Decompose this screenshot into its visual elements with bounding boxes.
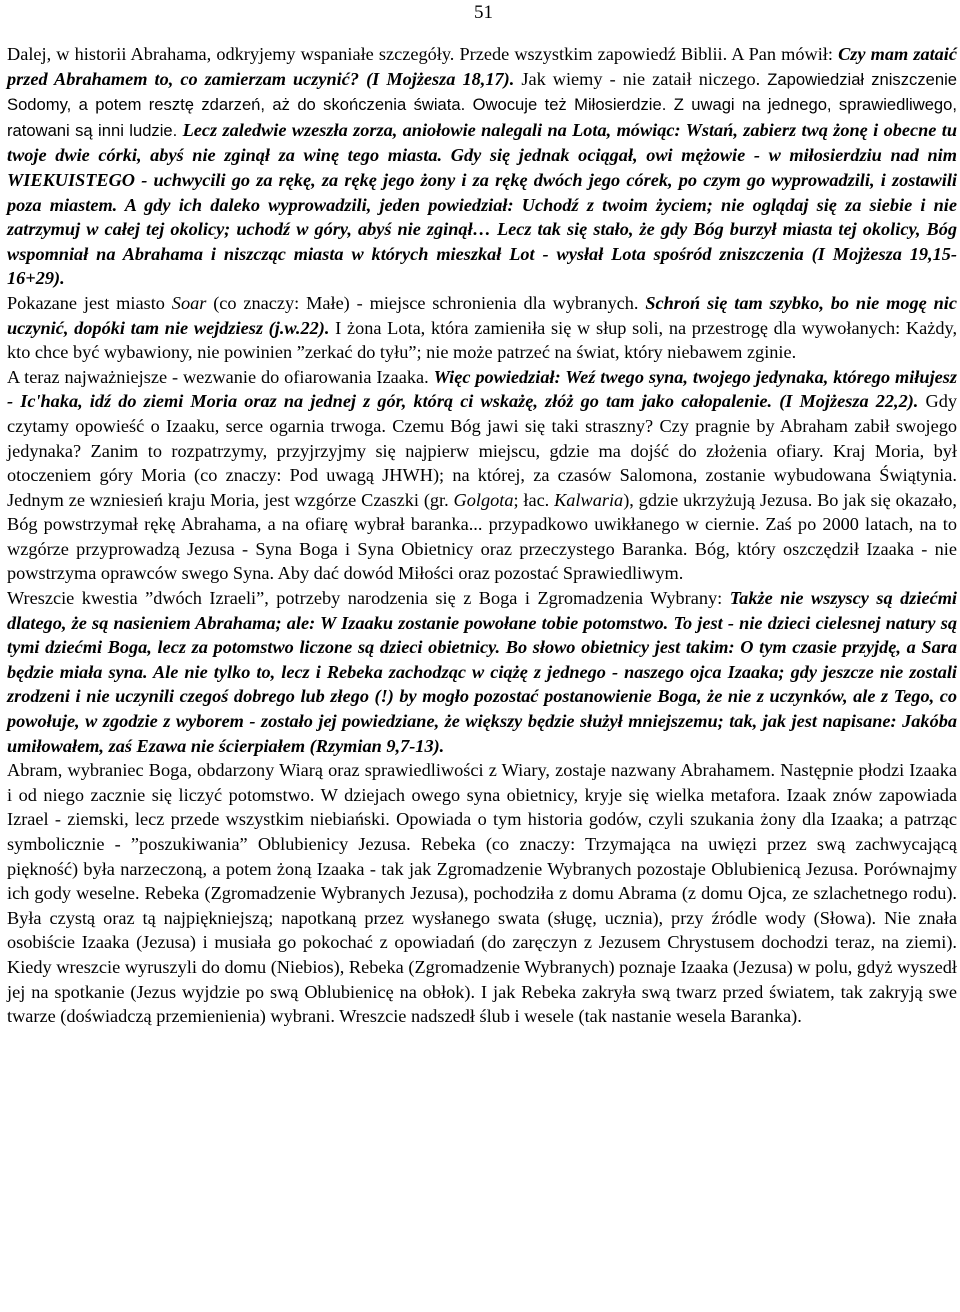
- document-body: [7, 42, 957, 1029]
- text-run: I żona Lota, która zamieniła się w słup soli, na przestrogę dla wywołanych: Każdy, kto chce być wybawiony, nie powinien ”zerkać do tyłu”; nie może patrzeć na świat, który niebawem zginie.: [7, 317, 958, 363]
- text-run: Abram, wybraniec Boga, obdarzony Wiarą oraz sprawiedliwości z Wiary, zostaje nazwany Abrahamem. Następnie płodzi Izaaka i od niego zacznie się liczyć potomstwo. W dziejach owego syna obietnicy, kryje się wielka metafora. Izaak znów zapowiada Izrael - ziemski, lecz przede wszystkim niebiański. Opowiada o tym historia godów, czyli szukania żony dla Izaaka; a patrząc symbolicznie - ”poszukiwania” Oblubienicy Jezusa. Rebeka (co znaczy: Trzymająca na uwięzi przez swą zachwycającą piękność) była narzeczoną, a potem żoną Izaaka - tak jak Zgromadzenie Wybranych pozostaje Oblubienicą Jezusa. Porównajmy ich gody weselne. Rebeka (Zgromadzenie Wybranych Jezusa), pochodziła z domu Abrama (z domu Ojca, ze szlachetnego rodu). Była czystą oraz tą najpiękniejszą; napotkaną przez wysłanego swata (sługę, ucznia), przy źródle wody (Słowa). Nie znała osobiście Izaaka (Jezusa) i musiała go pokochać z opowiadań (do zaręczyn z Jezusem Chrystusem dochodzi teraz, na ziemi). Kiedy wreszcie wyruszyli do domu (Niebios), Rebeka (Zgromadzenie Wybranych) poznaje Izaaka (Jezusa) w polu, gdyż wyszedł jej na spotkanie (Jezus wyjdzie po swą Oblubienicę na obłok). I jak Rebeka zakryła swą twarz przed światem, tak zakryją swe twarze (doświadczą przemienienia) wybrani. Wreszcie nadszedł ślub i wesele (tak nastanie wesela Baranka).: [7, 760, 957, 1027]
- text-run: Jak wiemy - nie zataił niczego.: [514, 68, 768, 89]
- paragraph-soar: [7, 291, 957, 365]
- quote-run: Więc powiedział: Weź twego syna, twojego jedynaka, którego miłujesz - Ic'haka, idź do ziemi Moria oraz na jednej z gór, którą ci wskażę, złóż go tam jako całopalenie. (I Mojżesza 22,2).: [7, 366, 957, 412]
- text-run: Gdy czytamy opowieść o Izaaku, serce ogarnia trwoga. Czemu Bóg jawi się taki straszny? Czy pragnie by Abraham zabił swojego jedynaka? Zanim to rozpatrzymy, przyjrzyjmy się najpierw miejscu, gdzie ma dojść do złożenia ofiary. Kraj Moria, był otoczeniem góry Moria (co znaczy: Pod uwagą JHWH); na której, za czasów Salomona, zostanie wybudowana Świątynia. Jednym ze wzniesień kraju Moria, jest wzgórze Czaszki (gr.: [7, 391, 957, 510]
- text-run: (co znaczy: Małe) - miejsce schronienia dla wybranych.: [206, 292, 646, 313]
- sans-text-run: Zapowiedział zniszczenie Sodomy, a potem resztę zdarzeń, aż do skończenia świata. Owocuje też Miłosierdzie. Z uwagi na jednego, sprawiedliwego, ratowani są inni ludzie.: [7, 69, 957, 140]
- text-run: ; łac.: [513, 489, 555, 510]
- paragraph-rebekah: [7, 758, 957, 1029]
- text-run: Wreszcie kwestia ”dwóch Izraeli”, potrzeby narodzenia się z Boga i Zgromadzenia Wybrany:: [7, 588, 730, 609]
- italic-run: Golgota: [453, 489, 514, 510]
- text-run: Pokazane jest miasto: [7, 292, 172, 313]
- text-run: Dalej, w historii Abrahama, odkryjemy wspaniałe szczegóły. Przede wszystkim zapowiedź Biblii. A Pan mówił:: [7, 44, 839, 64]
- page-number: 51: [474, 2, 493, 23]
- quote-run: Także nie wszyscy są dziećmi dlatego, że są nasieniem Abrahama; ale: W Izaaku zostanie powołane tobie potomstwo. To jest - nie dzieci cielesnej natury są tymi dziećmi Boga, lecz za potomstwo liczone są dzieci obietnicy. Bo słowo obietnicy jest takim: O tym czasie przyjdę, a Sara będzie miała syna. Ale nie tylko to, lecz i Rebeka zachodząc w ciążę z jednego - naszego ojca Izaaka; gdy jeszcze nie zostali zrodzeni i nie uczynili czegoś dobrego lub złego (!) by mogło pozostać postanowienie Boga, że nie z uczynków, ale z Tego, co powołuje, w zgodzie z wyborem - zostało jej powiedziane, że większy będzie służył mniejszemu; tak, jak jest napisane: Jakóba umiłowałem, zaś Ezawa nie ścierpiałem (Rzymian 9,7-13).: [7, 588, 958, 756]
- paragraph-abraham-sodom: [7, 42, 957, 291]
- paragraph-two-israels: [7, 586, 957, 758]
- paragraph-isaac-sacrifice: [7, 365, 957, 586]
- quote-run: Schroń się tam szybko, bo nie mogę nic uczynić, dopóki tam nie wejdziesz (j.w.22).: [7, 292, 958, 338]
- quote-run: Lecz zaledwie wzeszła zorza, aniołowie nalegali na Lota, mówiąc: Wstań, zabierz twą żonę i obecne tu twoje dwie córki, abyś nie zginął za winę tego miasta.: [7, 119, 957, 166]
- quote-run: Gdy się jednak ociągał, owi mężowie - w miłosierdziu nad nim WIEKUISTEGO - uchwycili go za rękę, za rękę jego żony i za rękę dwóch jego córek, po czym go wyprowadzili, i zostawili poza miastem. A gdy ich daleko wyprowadzili, jeden powiedział: Uchodź z twoim życiem; nie oglądaj się za siebie i nie zatrzymuj w całej tej okolicy; uchodź w góry, abyś nie zginął… Lecz tak się stało, że gdy Bóg burzył miasta tej okolicy, Bóg wspomniał na Abrahama i niszcząc miasta w których mieszkał Lot - wysłał Lota spośród zniszczenia (I Mojżesza 19,15-16+29).: [7, 145, 957, 289]
- quote-run: Czy mam zataić przed Abrahamem to, co zamierzam uczynić? (I Mojżesza 18,17).: [7, 44, 957, 89]
- italic-run: Kalwaria: [554, 489, 624, 510]
- italic-run: Soar: [171, 292, 207, 313]
- text-run: A teraz najważniejsze - wezwanie do ofiarowania Izaaka.: [7, 366, 434, 387]
- text-run: ), gdzie ukrzyżują Jezusa. Bo jak się okazało, Bóg powstrzymał rękę Abrahama, a na ofiarę wybrał baranka... przypadkowo uwikłanego w ciernie. Zaś po 2000 latach, na to wzgórze przyprowadzą Jezusa - Syna Boga i Syna Obietnicy oraz przeczystego Baranka. Bóg, który oszczędził Izaaka - nie powstrzyma oprawców swego Syna. Aby dać dowód Miłości oraz pozostać Sprawiedliwym.: [7, 489, 957, 584]
